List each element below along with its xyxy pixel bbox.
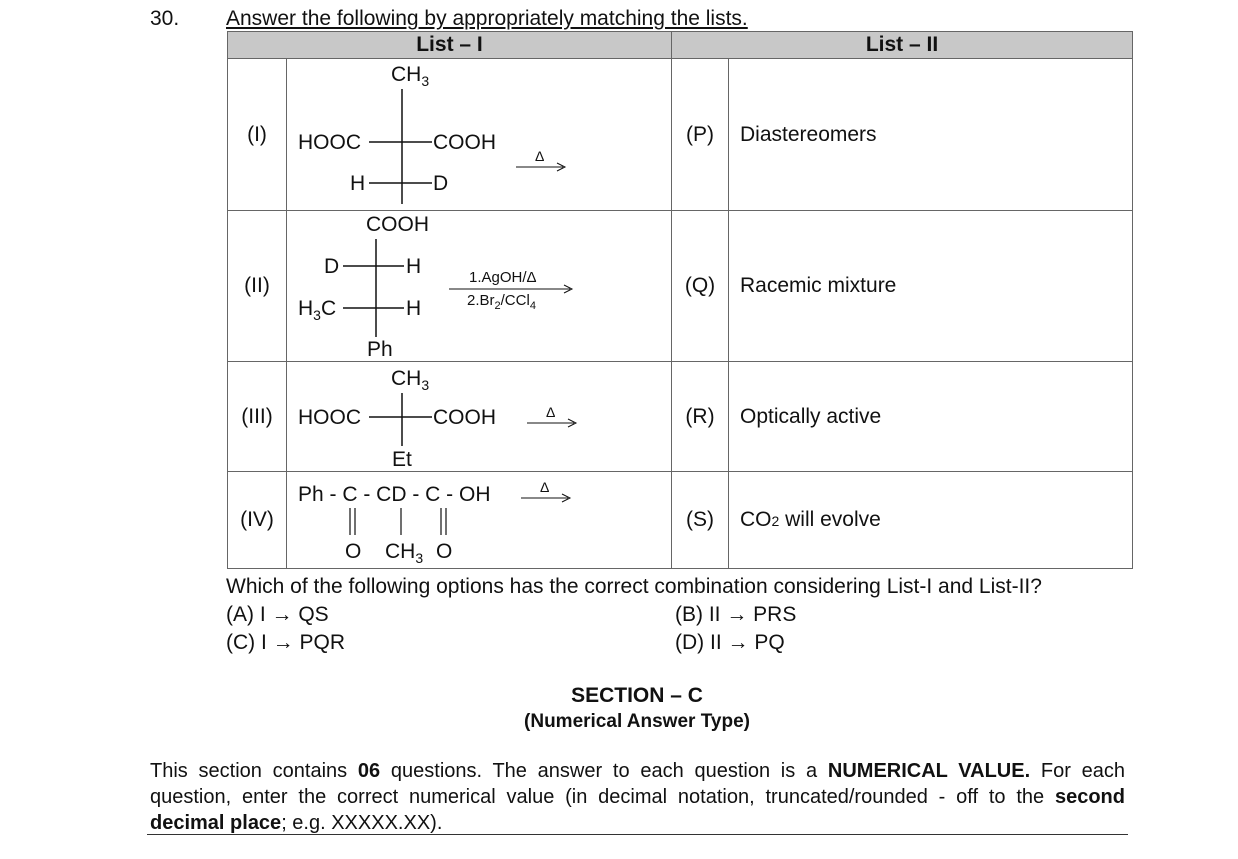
structure-cell (287, 59, 672, 211)
desc-text: This section contains (150, 760, 358, 782)
structure-cell (287, 472, 672, 569)
structure-text: Ph - C - CD - C - OH (298, 483, 491, 506)
right-text: CO2 will evolve (729, 472, 1133, 569)
question-prompt: Answer the following by appropriately matching the lists. (226, 7, 748, 30)
structure-text: $CH_3$ (385, 540, 424, 566)
right-text: Racemic mixture (729, 211, 1133, 362)
structure-text: Et (392, 448, 412, 471)
reagent-label: $2.Br_2/CCl_4$ (467, 292, 536, 312)
left-label: (III) (228, 362, 287, 472)
left-label: (I) (228, 59, 287, 211)
structure-text: HOOC (298, 406, 361, 429)
list-1-header: List – I (228, 32, 672, 59)
list-2-header: List – II (672, 32, 1133, 59)
reagent-label: Δ (535, 148, 545, 164)
structure-text: H (406, 297, 422, 320)
structure-2 (287, 211, 672, 362)
desc-text: ; e.g. XXXXX.XX). (281, 812, 443, 834)
desc-place: second decimal place (150, 786, 1125, 834)
structure-text: COOH (366, 213, 429, 236)
table-header-row (228, 32, 1133, 59)
structure-text: HOOC (298, 131, 361, 154)
matching-table (227, 31, 1133, 569)
structure-cell (287, 362, 672, 472)
left-label: (IV) (228, 472, 287, 569)
structure-1 (287, 59, 672, 211)
section-subtitle: (Numerical Answer Type) (524, 711, 750, 732)
right-label: (R) (672, 362, 729, 472)
section-description (150, 758, 1125, 836)
right-label: (S) (672, 472, 729, 569)
options-prompt: Which of the following options has the correct combination considering List-I and List-II? (226, 575, 1042, 598)
desc-type: NUMERICAL VALUE. (827, 760, 1031, 782)
right-text: Diastereomers (729, 59, 1133, 211)
right-label: (P) (672, 59, 729, 211)
structure-text: H (350, 172, 366, 195)
desc-text: questions. The answer to each question is a (380, 760, 828, 782)
section-title: SECTION – C (571, 684, 703, 707)
structure-3 (287, 362, 672, 472)
structure-text: Ph (367, 338, 393, 361)
right-text: Optically active (729, 362, 1133, 472)
structure-text: O (345, 540, 362, 563)
structure-text: $CH_3$ (391, 63, 430, 89)
structure-text: COOH (433, 131, 496, 154)
reagent-label: Δ (546, 404, 556, 420)
structure-text: $CH_3$ (391, 367, 430, 393)
table-row (228, 362, 1133, 472)
reagent-label: Δ (540, 479, 550, 495)
structure-text: $H_3C$ (298, 297, 337, 323)
structure-cell (287, 211, 672, 362)
bottom-rule (147, 834, 1128, 835)
right-label: (Q) (672, 211, 729, 362)
option-a: (A) I → QS (226, 603, 329, 626)
structure-text: H (406, 255, 422, 278)
question-number: 30. (150, 7, 180, 30)
structure-4 (287, 472, 672, 569)
table-row (228, 472, 1133, 569)
desc-text: For each question, enter the correct numerical value (in decimal notation, truncated/rounded - off to the (150, 760, 1125, 808)
option-c: (C) I → PQR (226, 631, 345, 654)
reagent-label: 1.AgOH/Δ (469, 269, 537, 286)
desc-count: 06 (357, 760, 381, 782)
table-row (228, 59, 1133, 211)
left-label: (II) (228, 211, 287, 362)
structure-text: D (433, 172, 449, 195)
structure-text: O (436, 540, 453, 563)
structure-text: D (324, 255, 340, 278)
option-b: (B) II → PRS (675, 603, 797, 626)
table-row (228, 211, 1133, 362)
option-d: (D) II → PQ (675, 631, 785, 654)
structure-text: COOH (433, 406, 496, 429)
